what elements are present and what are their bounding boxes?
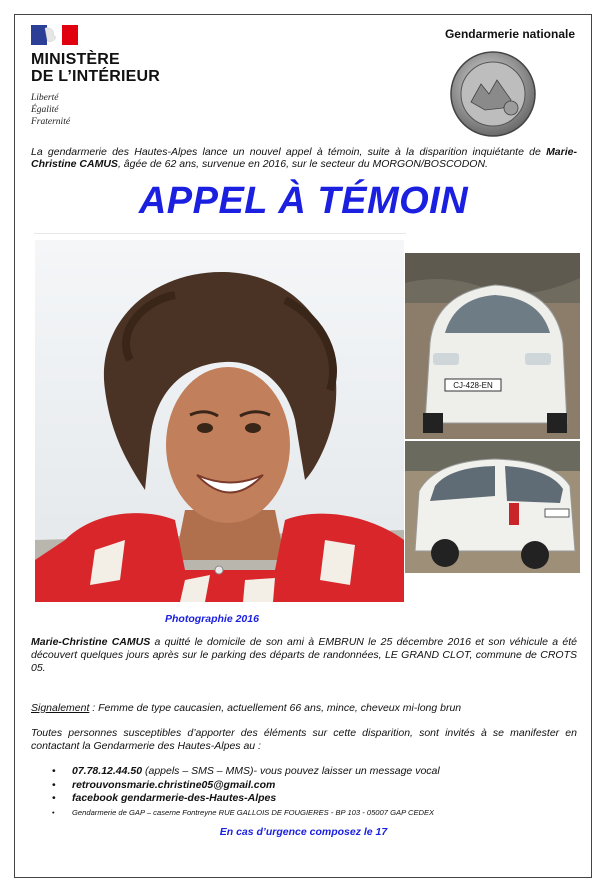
missing-person-photo <box>35 240 404 602</box>
republic-motto: Liberté Égalité Fraternité <box>31 93 71 127</box>
contact-facebook: • facebook gendarmerie-des-Hautes-Alpes <box>52 792 582 806</box>
vehicle-front-photo <box>405 253 580 439</box>
call-for-witnesses: Toutes personnes susceptibles d’apporter des éléments sur cette disparition, sont invités à se manifester en contactant la Gendarmerie des Hautes-Alpes au : <box>31 727 577 752</box>
divider <box>34 233 406 234</box>
marianne-flag-logo <box>31 25 78 45</box>
intro-paragraph: La gendarmerie des Hautes-Alpes lance un nouvel appel à témoin, suite à la disparition inquiétante de Marie-Christine CAMUS, âgée de 62 ans, survenue en 2016, sur le secteur du MORGON/BOSCODON. <box>31 146 577 170</box>
contact-phone: • 07.78.12.44.50 (appels – SMS – MMS)- vous pouvez laisser un message vocal <box>52 765 582 779</box>
contact-address: • Gendarmerie de GAP – caserne Fontreyne RUE GALLOIS DE FOUGIERES - BP 103 - 05007 GAP CEDEX <box>52 806 582 820</box>
contact-email: • retrouvonsmarie.christine05@gmail.com <box>52 779 582 793</box>
agency-name: Gendarmerie nationale <box>444 27 575 41</box>
gendarmerie-seal-logo <box>441 50 545 138</box>
vehicle-rear-photo <box>405 441 580 573</box>
photo-caption: Photographie 2016 <box>165 613 259 625</box>
page-title: APPEL À TÉMOIN <box>138 180 469 222</box>
ministry-name: MINISTÈRE DE L’INTÉRIEUR <box>31 51 161 85</box>
emergency-notice: En cas d’urgence composez le 17 <box>219 826 388 838</box>
contact-list <box>52 765 582 819</box>
disappearance-description: Marie-Christine CAMUS a quitté le domicile de son ami à EMBRUN le 25 décembre 2016 et son véhicule a été découvert quelques jours après sur le parking des départs de randonnées, LE GRAND CLOT, commune de CROTS 05. <box>31 636 577 674</box>
license-plate: CJ-428-EN <box>453 381 493 390</box>
signalement-paragraph: Signalement : Femme de type caucasien, actuellement 66 ans, mince, cheveux mi-long brun <box>31 702 462 714</box>
